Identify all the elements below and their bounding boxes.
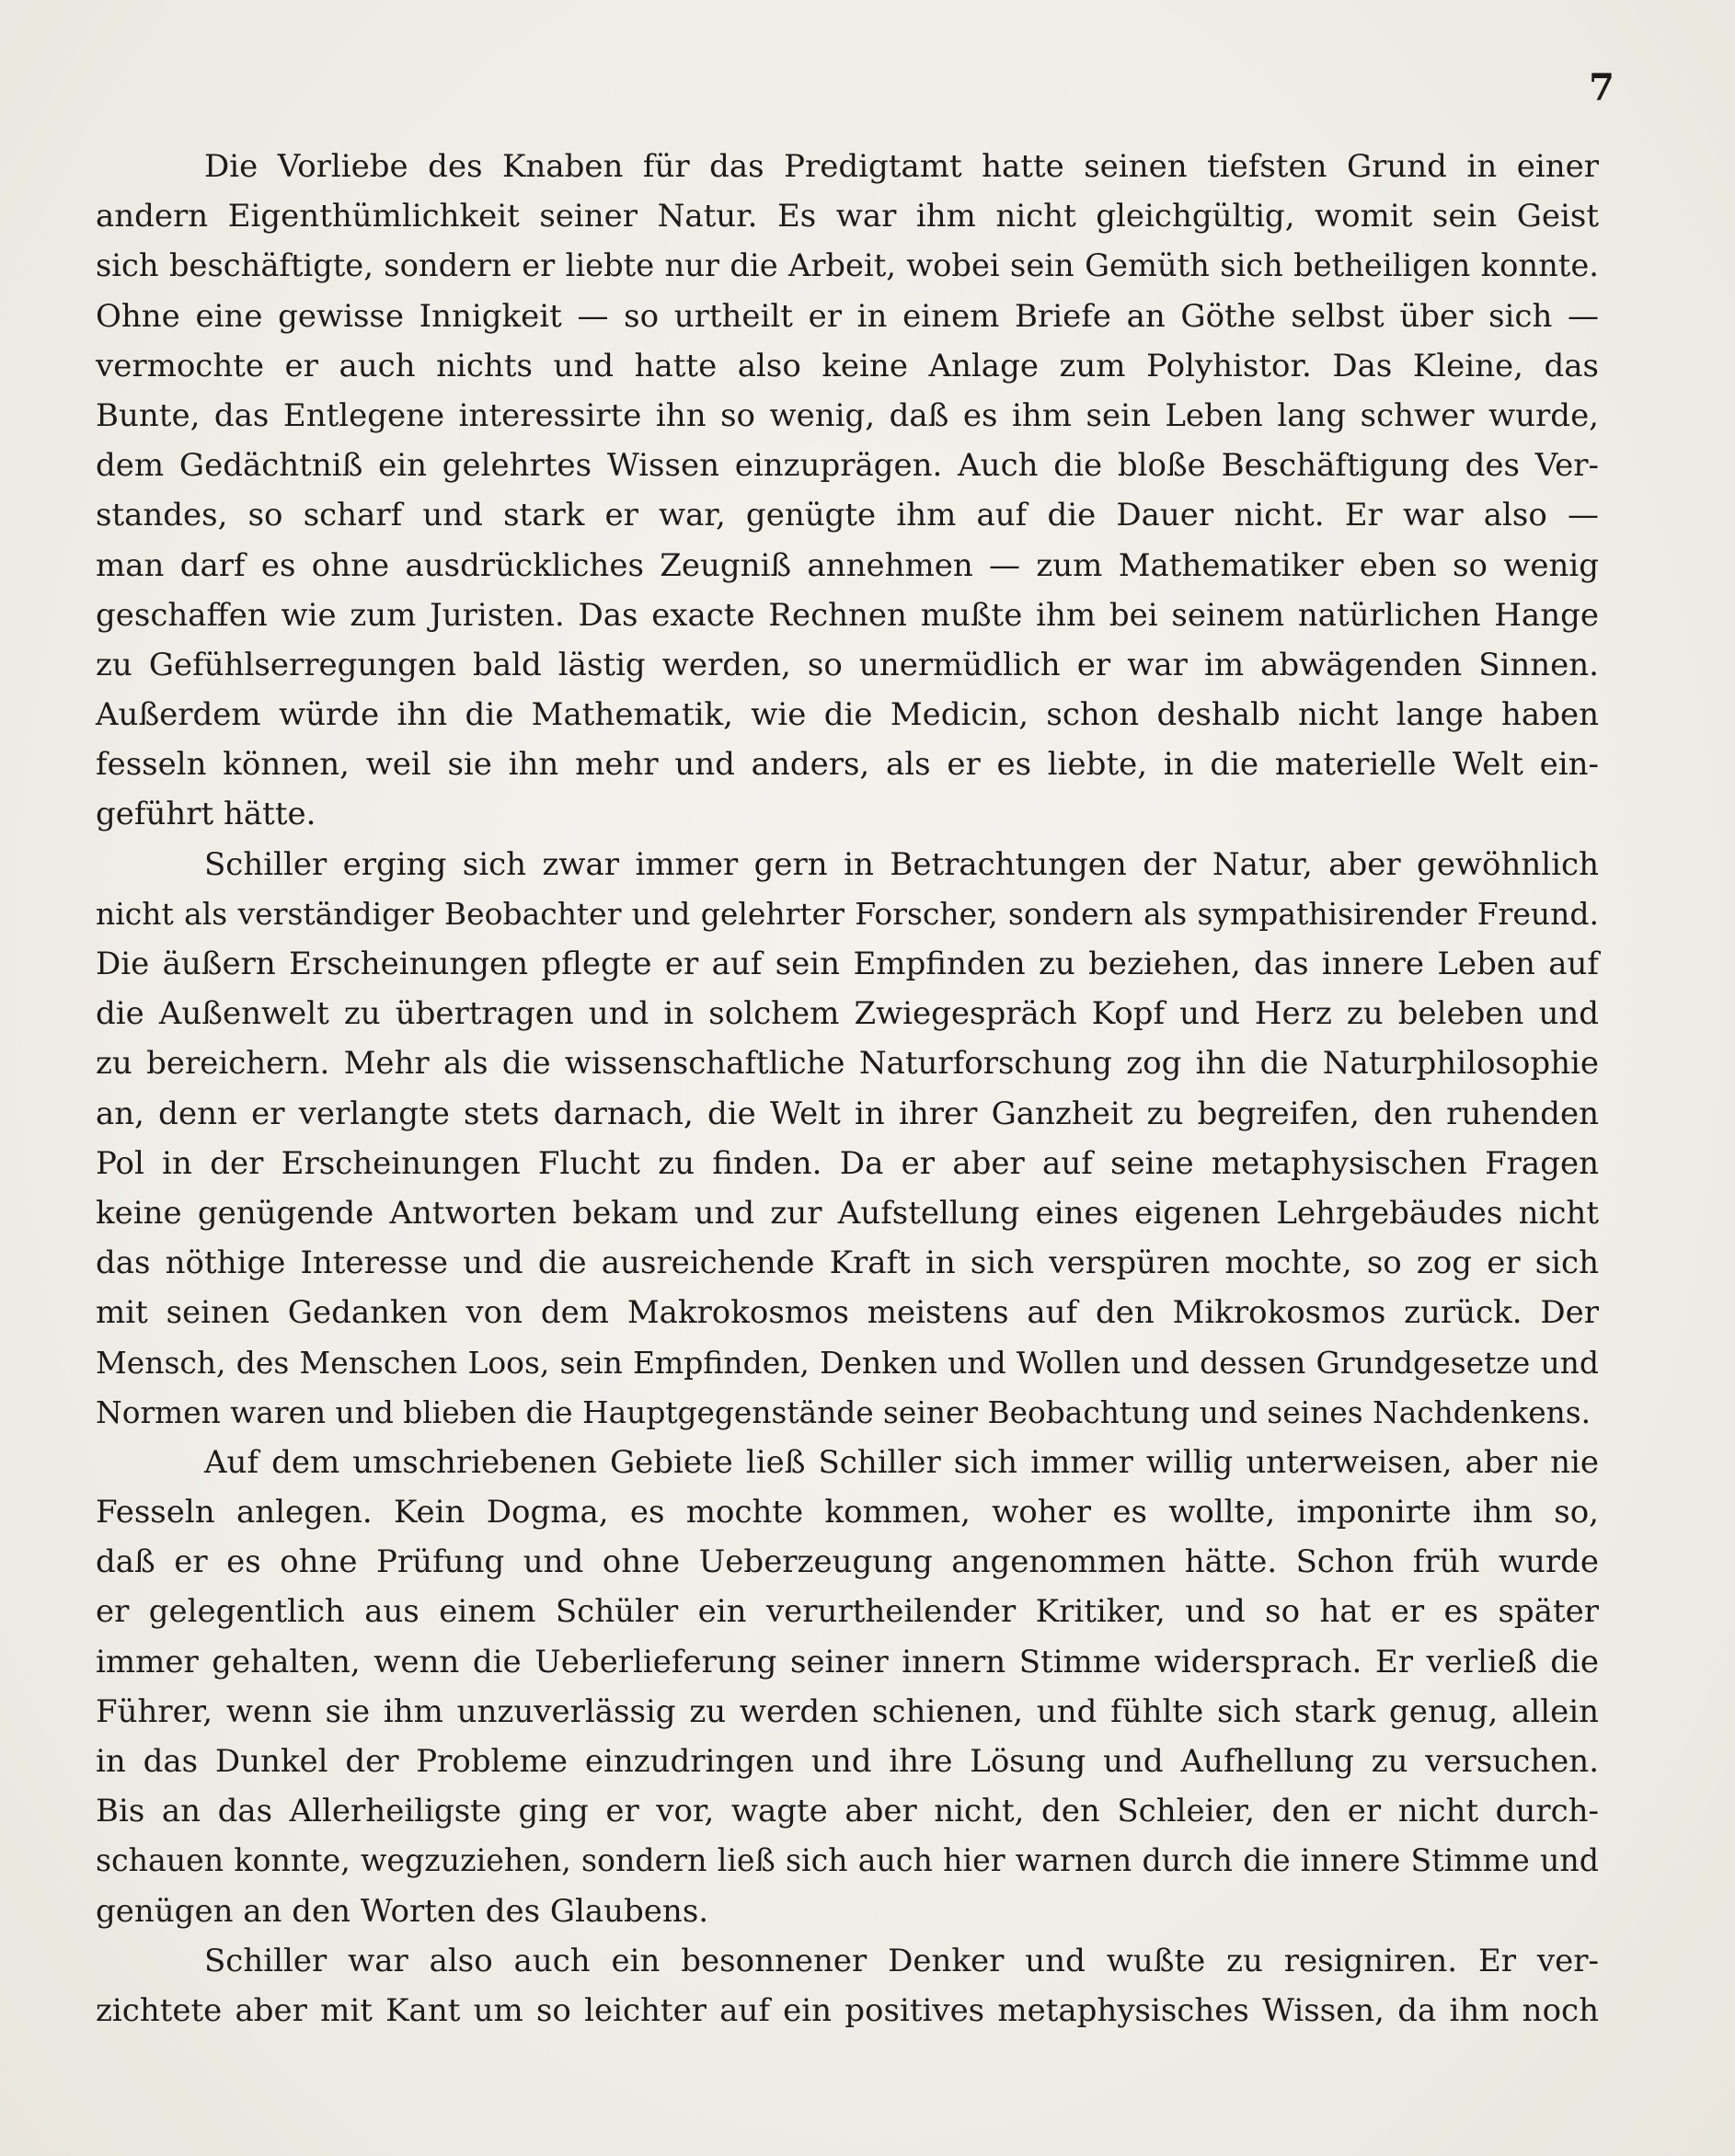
text-line: standes, so scharf und stark er war, genügte ihm auf die Dauer nicht. Er war also — [96,497,1599,534]
text-line: genügen an den Worten des Glaubens. [96,1892,709,1930]
text-line: andern Eigenthümlichkeit seiner Natur. Es war ihm nicht gleichgültig, womit sein Geist [96,198,1599,235]
text-line: mit seinen Gedanken von dem Makrokosmos meistens auf den Mikrokosmos zurück. Der [96,1294,1599,1332]
text-line: dem Gedächtniß ein gelehrtes Wissen einzuprägen. Auch die bloße Beschäftigung des Ver- [96,447,1599,485]
text-line: man darf es ohne ausdrückliches Zeugniß annehmen — zum Mathematiker eben so wenig [96,546,1599,584]
paragraph-1 [96,142,1599,840]
text-line: Die äußern Erscheinungen pflegte er auf sein Empfinden zu beziehen, das innere Leben auf [96,946,1599,982]
text-line: Mensch, des Menschen Loos, sein Empfinden, Denken und Wollen und dessen Grundgesetze und [96,1344,1599,1381]
text-line: Bunte, das Entlegene interessirte ihn so wenig, daß es ihm sein Leben lang schwer wurde, [96,396,1599,434]
text-line: vermochte er auch nichts und hatte also keine Anlage zum Polyhistor. Das Kleine, das [96,347,1599,384]
text-line: Auf dem umschriebenen Gebiete ließ Schiller sich immer willig unterweisen, aber nie [204,1443,1599,1481]
text-line: er gelegentlich aus einem Schüler ein verurtheilender Kritiker, und so hat er es später [96,1593,1599,1631]
text-line: Führer, wenn sie ihm unzuverlässig zu werden schienen, und fühlte sich stark genug, allein [96,1692,1599,1730]
text-line: Die Vorliebe des Knaben für das Predigtamt hatte seinen tiefsten Grund in einer [204,148,1599,185]
paragraph-2 [96,840,1599,1438]
paragraph-4 [96,1936,1599,2036]
text-line: fesseln können, weil sie ihn mehr und anders, als er es liebte, in die materielle Welt ein- [96,746,1599,784]
text-line: das nöthige Interesse und die ausreichende Kraft in sich verspüren mochte, so zog er sich [96,1244,1599,1282]
text-line: an, denn er verlangte stets darnach, die Welt in ihrer Ganzheit zu begreifen, den ruhenden [96,1095,1599,1132]
text-line: Fesseln anlegen. Kein Dogma, es mochte kommen, woher es wollte, imponirte ihm so, [96,1494,1599,1531]
text-line: zu bereichern. Mehr als die wissenschaftliche Naturforschung zog ihn die Naturphilosophie [96,1045,1599,1083]
text-line: immer gehalten, wenn die Ueberlieferung seiner innern Stimme widersprach. Er verließ die [96,1643,1599,1680]
paragraph-3 [96,1438,1599,1936]
text-line: Ohne eine gewisse Innigkeit — so urtheilt er in einem Briefe an Göthe selbst über sich — [96,297,1599,335]
text-line: nicht als verständiger Beobachter und gelehrter Forscher, sondern als sympathisirender Freund. [96,895,1599,932]
text-line: in das Dunkel der Probleme einzudringen und ihre Lösung und Aufhellung zu versuchen. [96,1743,1599,1780]
text-line: geführt hätte. [96,796,316,833]
text-line: Normen waren und blieben die Hauptgegenstände seiner Beobachtung und seines Nachdenkens. [96,1394,1591,1430]
text-line: Schiller erging sich zwar immer gern in Betrachtungen der Natur, aber gewöhnlich [204,845,1599,883]
page-number: 7 [1589,66,1614,109]
text-line: keine genügende Antworten bekam und zur Aufstellung eines eigenen Lehrgebäudes nicht [96,1194,1599,1232]
text-line: die Außenwelt zu übertragen und in solchem Zwiegespräch Kopf und Herz zu beleben und [96,995,1599,1033]
text-line: zu Gefühlserregungen bald lästig werden, so unermüdlich er war im abwägenden Sinnen. [96,646,1599,683]
text-line: geschaffen wie zum Juristen. Das exacte Rechnen mußte ihm bei seinem natürlichen Hange [96,596,1599,634]
text-line: zichtete aber mit Kant um so leichter auf ein positives metaphysisches Wissen, da ihm noch [96,1991,1599,2029]
text-line: Bis an das Allerheiligste ging er vor, wagte aber nicht, den Schleier, den er nicht durch- [96,1793,1599,1830]
text-line: schauen konnte, wegzuziehen, sondern ließ sich auch hier warnen durch die innere Stimme und [96,1842,1599,1879]
body-text [96,142,1599,2036]
text-line: Außerdem würde ihn die Mathematik, wie die Medicin, schon deshalb nicht lange haben [96,696,1599,734]
text-line: Schiller war also auch ein besonnener Denker und wußte zu resigniren. Er ver- [204,1942,1599,1979]
text-line: daß er es ohne Prüfung und ohne Ueberzeugung angenommen hätte. Schon früh wurde [96,1543,1599,1581]
text-line: sich beschäftigte, sondern er liebte nur die Arbeit, wobei sein Gemüth sich betheiligen konnte. [96,247,1599,284]
text-line: Pol in der Erscheinungen Flucht zu finden. Da er aber auf seine metaphysischen Fragen [96,1144,1599,1182]
